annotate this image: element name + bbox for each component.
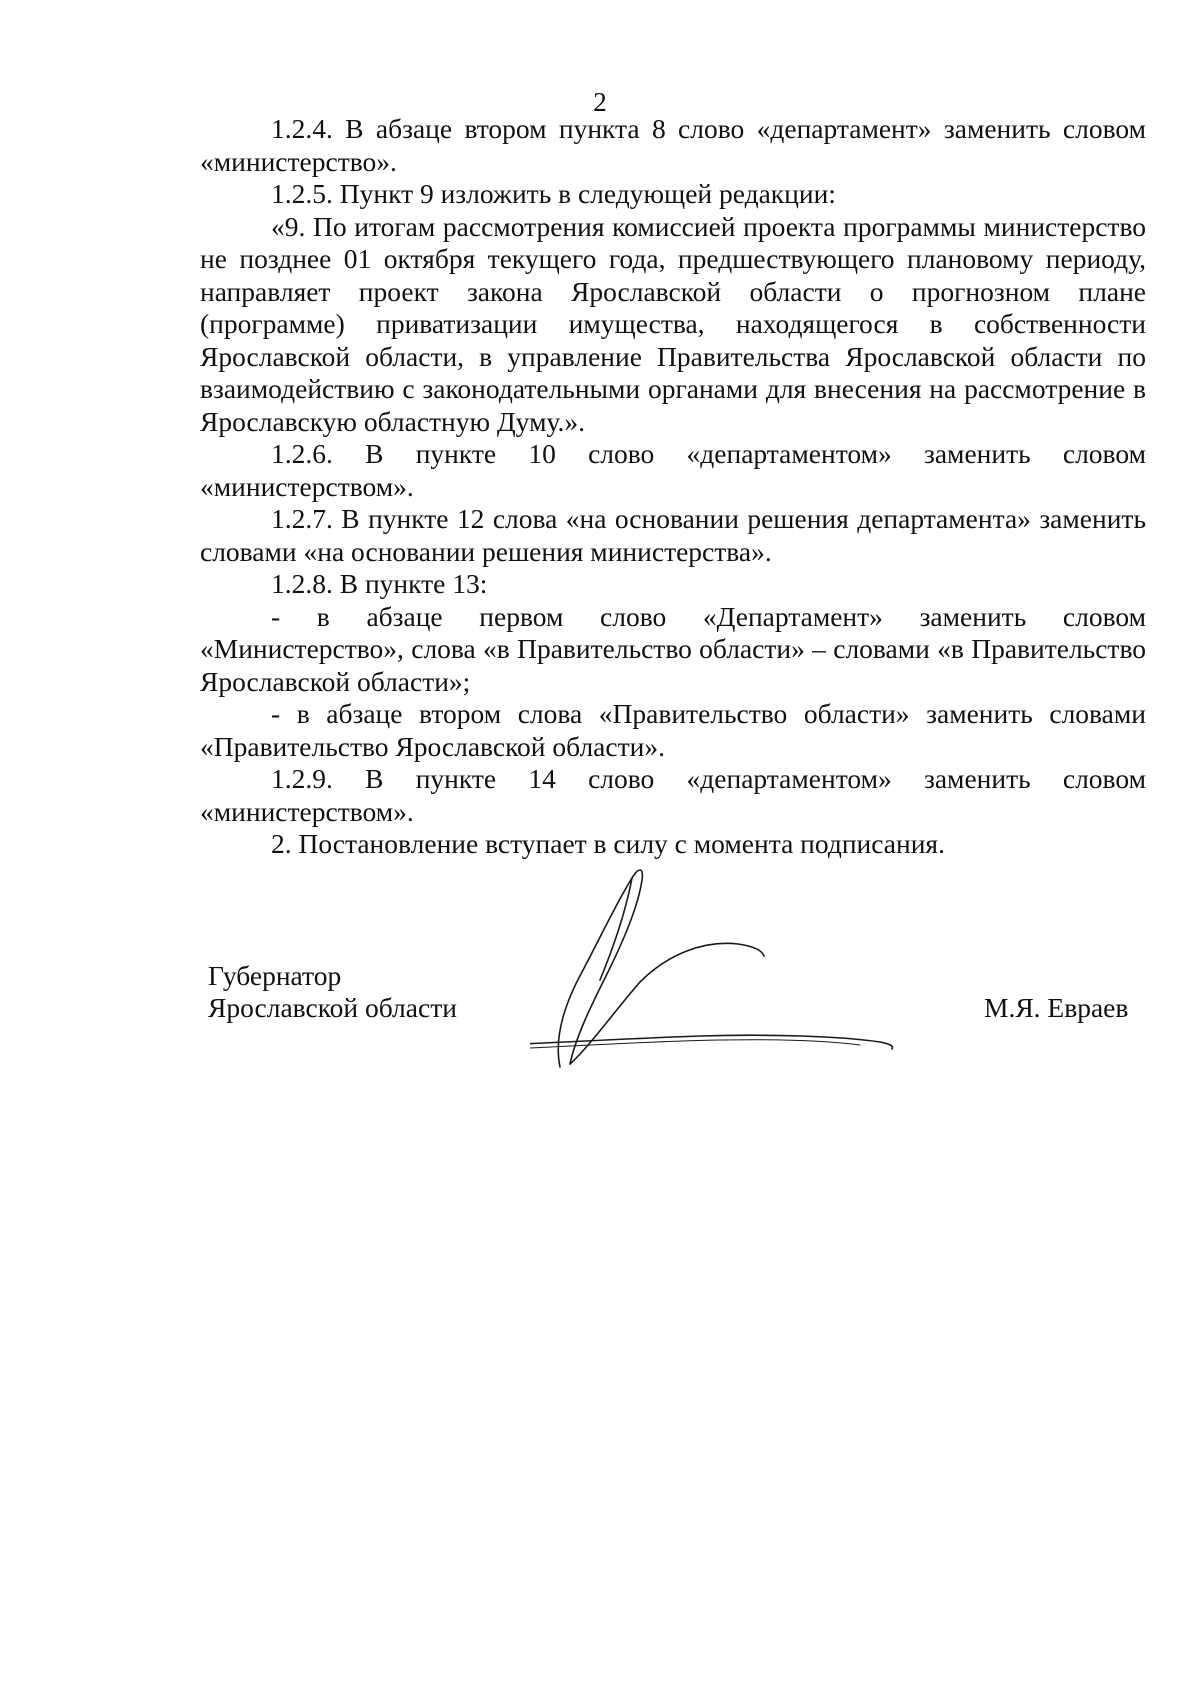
- paragraph-1-2-9: 1.2.9. В пункте 14 слово «департаментом» заменить словом «министерством».: [200, 763, 1146, 827]
- signer-position-line-1: Губернатор: [208, 960, 342, 991]
- signer-position: [208, 960, 457, 1024]
- paragraph-1-2-8: 1.2.8. В пункте 13:: [271, 568, 488, 599]
- paragraph-1-2-6: 1.2.6. В пункте 10 слово «департаментом» заменить словом «министерством».: [200, 438, 1146, 502]
- paragraph-1-2-8-first-dash: - в абзаце первом слово «Департамент» заменить словом «Министерство», слова «в Правительство области» – словами «в Правительство Ярославской области»;: [200, 600, 1146, 697]
- paragraph-1-2-7: 1.2.7. В пункте 12 слова «на основании решения департамента» заменить словами «на основании решения министерства».: [200, 503, 1146, 567]
- document-body: [200, 113, 1146, 861]
- signer-position-line-2: Ярославской области: [208, 992, 457, 1023]
- paragraph-item-9-text: «9. По итогам рассмотрения комиссией проекта программы министерство не позднее 01 октября текущего года, предшествующего плановому периоду, направляет проект закона Ярославской области о прогнозном плане (программе) приватизации имущества, находящегося в собственности Ярославской области, в управление Правительства Ярославской области по взаимодействию с законодательными органами для внесения на рассмотрение в Ярославскую областную Думу.».: [200, 210, 1146, 437]
- paragraph-1-2-5: 1.2.5. Пункт 9 изложить в следующей редакции:: [271, 178, 836, 209]
- page-number: 2: [593, 87, 607, 117]
- paragraph-1-2-4: 1.2.4. В абзаце втором пункта 8 слово «департамент» заменить словом «министерство».: [200, 113, 1146, 177]
- paragraph-1-2-8-second-dash: - в абзаце втором слова «Правительство области» заменить словами «Правительство Ярославской области».: [200, 698, 1146, 762]
- signer-name: М.Я. Евраев: [984, 992, 1129, 1023]
- paragraph-2: 2. Постановление вступает в силу с момента подписания.: [271, 828, 945, 859]
- handwritten-signature: [530, 860, 950, 1080]
